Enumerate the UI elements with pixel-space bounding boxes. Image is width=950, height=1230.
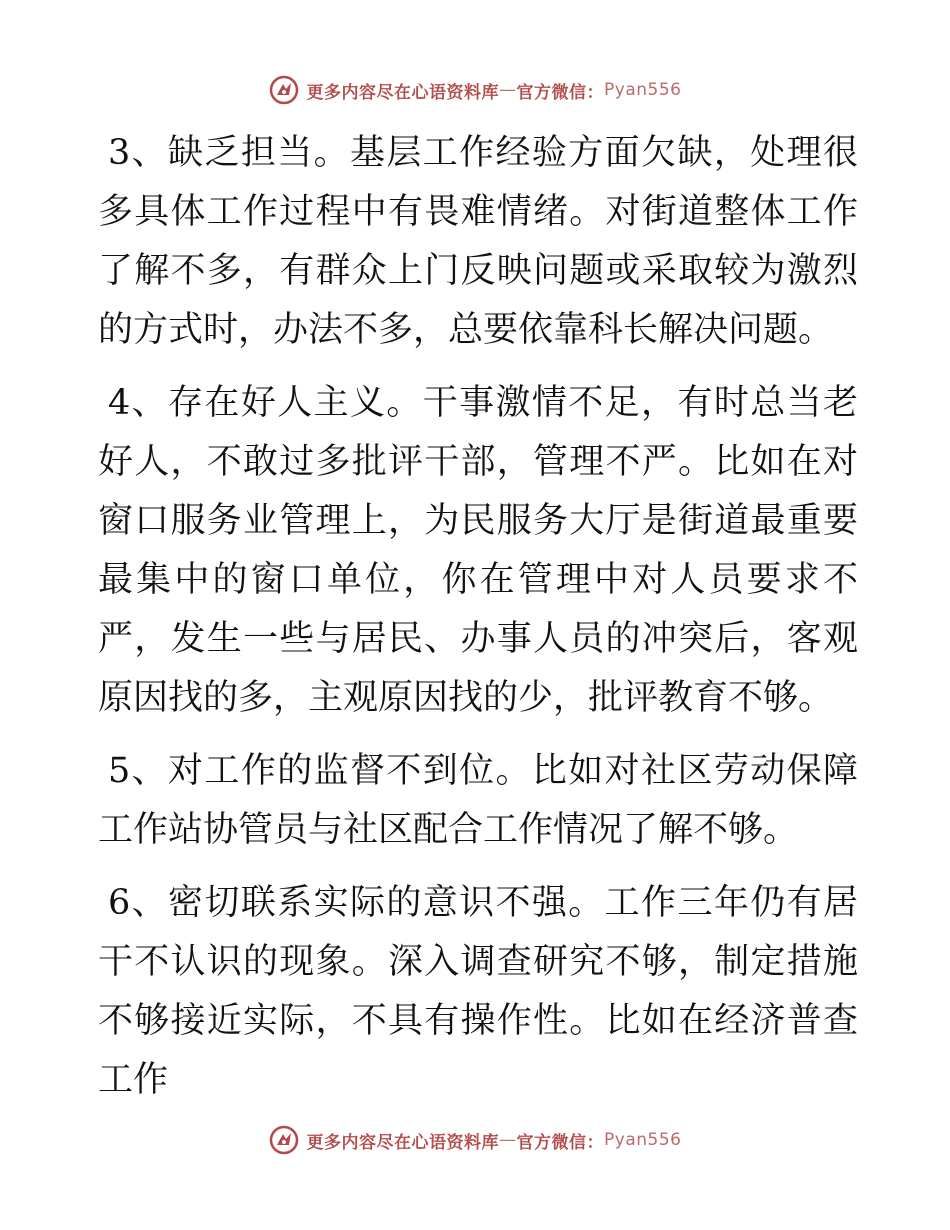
paragraph-text: 密切联系实际的意识不强。工作三年仍有居干不认识的现象。深入调查研究不够，制定措施不够接近实际，不具有操作性。比如在经济普查工作: [98, 883, 858, 1100]
watermark-wechat-id: Pyan556: [604, 80, 682, 100]
paragraph-text: 缺乏担当。基层工作经验方面欠缺，处理很多具体工作过程中有畏难情绪。对街道整体工作了解不多，有群众上门反映问题或采取较为激烈的方式时，办法不多，总要依靠科长解决问题。: [98, 133, 858, 350]
paragraph-number: 6、: [108, 883, 169, 923]
watermark-wechat-label: 官方微信：: [516, 82, 605, 103]
watermark-separator: —: [499, 80, 517, 100]
watermark-site-text: 更多内容尽在心语资料库: [306, 82, 500, 103]
paragraph-5: [98, 742, 858, 860]
paragraph-6: [98, 874, 858, 1110]
watermark-wechat-label: 官方微信：: [516, 1132, 605, 1153]
paragraph-number: 3、: [108, 133, 169, 173]
paragraph-text: 存在好人主义。干事激情不足，有时总当老好人，不敢过多批评干部，管理不严。比如在对窗口服务业管理上，为民服务大厅是街道最重要最集中的窗口单位，你在管理中对人员要求不严，发生一些与居民、办事人员的冲突后，客观原因找的多，主观原因找的少，批评教育不够。: [98, 383, 858, 718]
header-watermark: [0, 70, 950, 110]
watermark-separator: —: [499, 1130, 517, 1150]
paragraph-number: 5、: [108, 751, 169, 791]
paragraph-number: 4、: [108, 383, 169, 423]
watermark-wechat-id: Pyan556: [604, 1130, 682, 1150]
watermark-site-text: 更多内容尽在心语资料库: [306, 1132, 500, 1153]
document-body: [98, 124, 858, 1124]
logo-fox-circle-icon: [269, 75, 299, 105]
logo-fox-circle-icon: [269, 1125, 299, 1155]
paragraph-text: 对工作的监督不到位。比如对社区劳动保障工作站协管员与社区配合工作情况了解不够。: [98, 751, 858, 850]
paragraph-4: [98, 374, 858, 728]
footer-watermark: [0, 1120, 950, 1160]
paragraph-3: [98, 124, 858, 360]
